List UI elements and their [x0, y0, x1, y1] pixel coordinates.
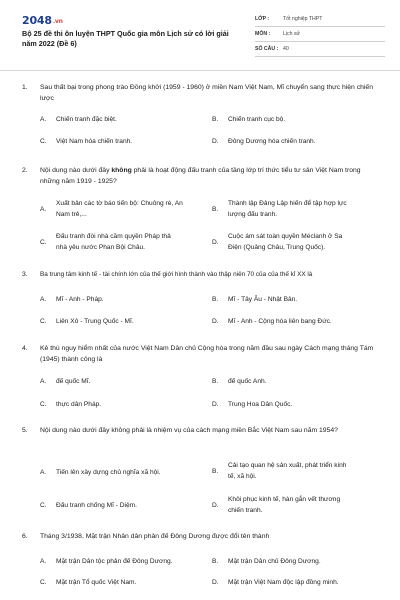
option-text: [56, 198, 183, 220]
option-text: Liên Xô - Trung Quốc - Mĩ.: [56, 318, 134, 325]
option-letter: A.: [40, 296, 47, 303]
meta-row-subject: [255, 27, 385, 42]
exam-meta-table: [255, 12, 385, 57]
meta-row-question-count: [255, 42, 385, 57]
option-line-2: Điện (Quảng Châu, Trung Quốc).: [228, 244, 326, 251]
option-letter: D.: [212, 238, 219, 246]
meta-value-class: Tốt nghiệp THPT: [283, 16, 323, 22]
question-number: 3.: [22, 271, 28, 278]
question-text-after: phải là hoạt động đấu tranh của tầng lớp trí thức tiểu tư sản Việt Nam trong những năm 1919 - 1925?: [40, 167, 361, 185]
option-2a[interactable]: [40, 197, 210, 221]
option-text: Mặt trận Dân tộc phản đế Đông Dương.: [56, 558, 173, 565]
option-line-2: lượng đấu tranh.: [228, 211, 278, 218]
option-6a[interactable]: [40, 556, 210, 567]
option-letter: C.: [40, 502, 47, 509]
option-text: [228, 460, 346, 482]
option-text: Việt Nam hóa chiến tranh.: [56, 138, 133, 145]
option-line-1: Thành lập Đảng Lập hiến để tập hợp lực: [228, 200, 347, 207]
option-text: Tiến lên xây dựng chủ nghĩa xã hội.: [56, 469, 161, 476]
option-4d[interactable]: [212, 399, 382, 410]
option-text: Chiến tranh đặc biệt.: [56, 116, 117, 123]
question-2: [22, 165, 378, 189]
option-text: [56, 231, 171, 253]
question-number: 6.: [22, 533, 28, 540]
logo-main: 2048: [22, 14, 52, 27]
option-6d[interactable]: [212, 577, 382, 588]
option-line-2: nhà yêu nước Phan Bội Châu.: [56, 244, 146, 251]
option-letter: D.: [212, 579, 219, 586]
option-letter: B.: [212, 116, 219, 123]
option-letter: C.: [40, 238, 47, 246]
option-letter: D.: [212, 401, 219, 408]
option-3d[interactable]: [212, 316, 382, 327]
meta-label-class: LỚP :: [255, 16, 270, 22]
option-4a[interactable]: [40, 376, 210, 387]
option-line-1: Đấu tranh đòi nhà cầm quyền Pháp thả: [56, 233, 171, 240]
option-text: Mặt trận Việt Nam độc lập đồng minh.: [228, 579, 339, 586]
question-number: 5.: [22, 427, 28, 434]
option-letter: A.: [40, 378, 47, 385]
option-letter: A.: [40, 116, 47, 123]
question-1: [22, 82, 378, 106]
question-number: 2.: [22, 167, 28, 174]
option-2b[interactable]: [212, 197, 382, 221]
option-letter: D.: [212, 318, 219, 325]
option-3a[interactable]: [40, 294, 210, 305]
option-letter: B.: [212, 378, 219, 385]
question-6: [22, 531, 378, 543]
option-text: đế quốc Anh.: [228, 378, 267, 385]
option-text: [228, 494, 340, 516]
site-logo[interactable]: [22, 14, 63, 27]
option-text: Mặt trận Dân chủ Đông Dương.: [228, 558, 321, 565]
option-1b[interactable]: [212, 114, 382, 125]
option-4c[interactable]: [40, 399, 210, 410]
option-letter: C.: [40, 401, 47, 408]
option-text: thực dân Pháp.: [56, 401, 102, 408]
question-text: [40, 165, 378, 187]
option-letter: C.: [40, 318, 47, 325]
option-2d[interactable]: [212, 230, 382, 254]
question-5: [22, 425, 378, 449]
option-text: Trung Hoa Dân Quốc.: [228, 401, 293, 408]
option-5d[interactable]: [212, 493, 382, 517]
option-text: Đông Dương hóa chiến tranh.: [228, 138, 316, 145]
meta-label-question-count: SỐ CÂU :: [255, 46, 279, 52]
question-number: 1.: [22, 84, 28, 91]
option-letter: B.: [212, 296, 219, 303]
option-text: Mĩ - Tây Âu - Nhật Bản.: [228, 296, 298, 303]
option-letter: B.: [212, 205, 219, 213]
question-4: [22, 343, 378, 367]
question-text: Tháng 3/1938, Mặt trận Nhân dân phản đế Đông Dương được đổi tên thành: [40, 533, 270, 540]
meta-value-subject: Lịch sử: [283, 31, 301, 37]
exam-title: Bộ 25 đề thi ôn luyện THPT Quốc gia môn Lịch sử có lời giải năm 2022 (Đề 6): [22, 29, 229, 48]
question-text: Kẻ thù nguy hiểm nhất của nước Việt Nam Dân chủ Cộng hòa trong năm đầu sau ngày Cách mạng tháng Tám (1945) thành công là: [40, 345, 374, 363]
option-letter: B.: [212, 467, 219, 475]
option-text: Mặt trận Tổ quốc Việt Nam.: [56, 579, 137, 586]
option-5a[interactable]: [40, 467, 210, 478]
option-1a[interactable]: [40, 114, 210, 125]
option-line-2: tế, xã hội.: [228, 473, 257, 480]
meta-row-class: [255, 12, 385, 27]
option-text: [228, 231, 342, 253]
option-letter: D.: [212, 138, 219, 145]
option-text: [228, 198, 347, 220]
option-line-1: Khôi phục kinh tế, hàn gắn vết thương: [228, 496, 341, 503]
exam-header: [0, 0, 400, 66]
option-text: đế quốc Mĩ.: [56, 378, 91, 385]
option-letter: C.: [40, 138, 47, 145]
option-text: Đấu tranh chống Mĩ - Diệm.: [56, 502, 137, 509]
option-5c[interactable]: [40, 500, 210, 511]
meta-value-question-count: 40: [283, 46, 289, 52]
option-letter: B.: [212, 558, 219, 565]
question-text: Ba trung tâm kinh tế - tài chính lớn của thế giới hình thành vào thập niên 70 của của thế kỉ XX là: [40, 271, 313, 278]
option-6b[interactable]: [212, 556, 382, 567]
option-line-1: Cuộc ám sát toàn quyền Méclanh ở Sa: [228, 233, 343, 240]
option-letter: C.: [40, 579, 47, 586]
option-4b[interactable]: [212, 376, 382, 387]
option-text: Mĩ - Anh - Cộng hòa liên bang Đức.: [228, 318, 332, 325]
option-6c[interactable]: [40, 577, 210, 588]
option-5b[interactable]: [212, 459, 382, 483]
option-2c[interactable]: [40, 230, 210, 254]
question-text: Sau thất bại trong phong trào Đồng khởi (1959 - 1960) ở miền Nam Việt Nam, Mĩ chuyển sang thực hiện chiến lược: [40, 84, 373, 102]
option-1c[interactable]: [40, 136, 210, 147]
header-divider: [0, 70, 400, 71]
option-1d[interactable]: [212, 136, 382, 147]
option-letter: A.: [40, 205, 47, 213]
option-3b[interactable]: [212, 294, 382, 305]
option-text: Mĩ - Anh - Pháp.: [56, 296, 104, 303]
question-text-before: Nội dung nào dưới đây: [40, 167, 112, 174]
option-letter: A.: [40, 469, 47, 476]
option-text: Chiến tranh cục bộ.: [228, 116, 286, 123]
question-3: [22, 269, 378, 281]
option-letter: D.: [212, 501, 219, 509]
option-line-2: Nam trẻ,...: [56, 211, 87, 218]
question-number: 4.: [22, 345, 28, 352]
question-text-emphasis: không: [111, 167, 132, 174]
logo-suffix: .vn: [52, 18, 63, 25]
question-text: Nội dung nào dưới đây không phải là nhiệm vụ của cách mạng miền Bắc Việt Nam sau năm 1954?: [40, 427, 338, 434]
option-line-2: chiến tranh.: [228, 507, 263, 514]
option-letter: A.: [40, 558, 47, 565]
option-line-1: Xuất bản các tờ báo tiến bộ: Chuông rè, An: [56, 200, 183, 207]
option-3c[interactable]: [40, 316, 210, 327]
meta-label-subject: MÔN :: [255, 31, 271, 37]
option-line-1: Cải tạo quan hệ sản xuất, phát triển kinh: [228, 462, 347, 469]
